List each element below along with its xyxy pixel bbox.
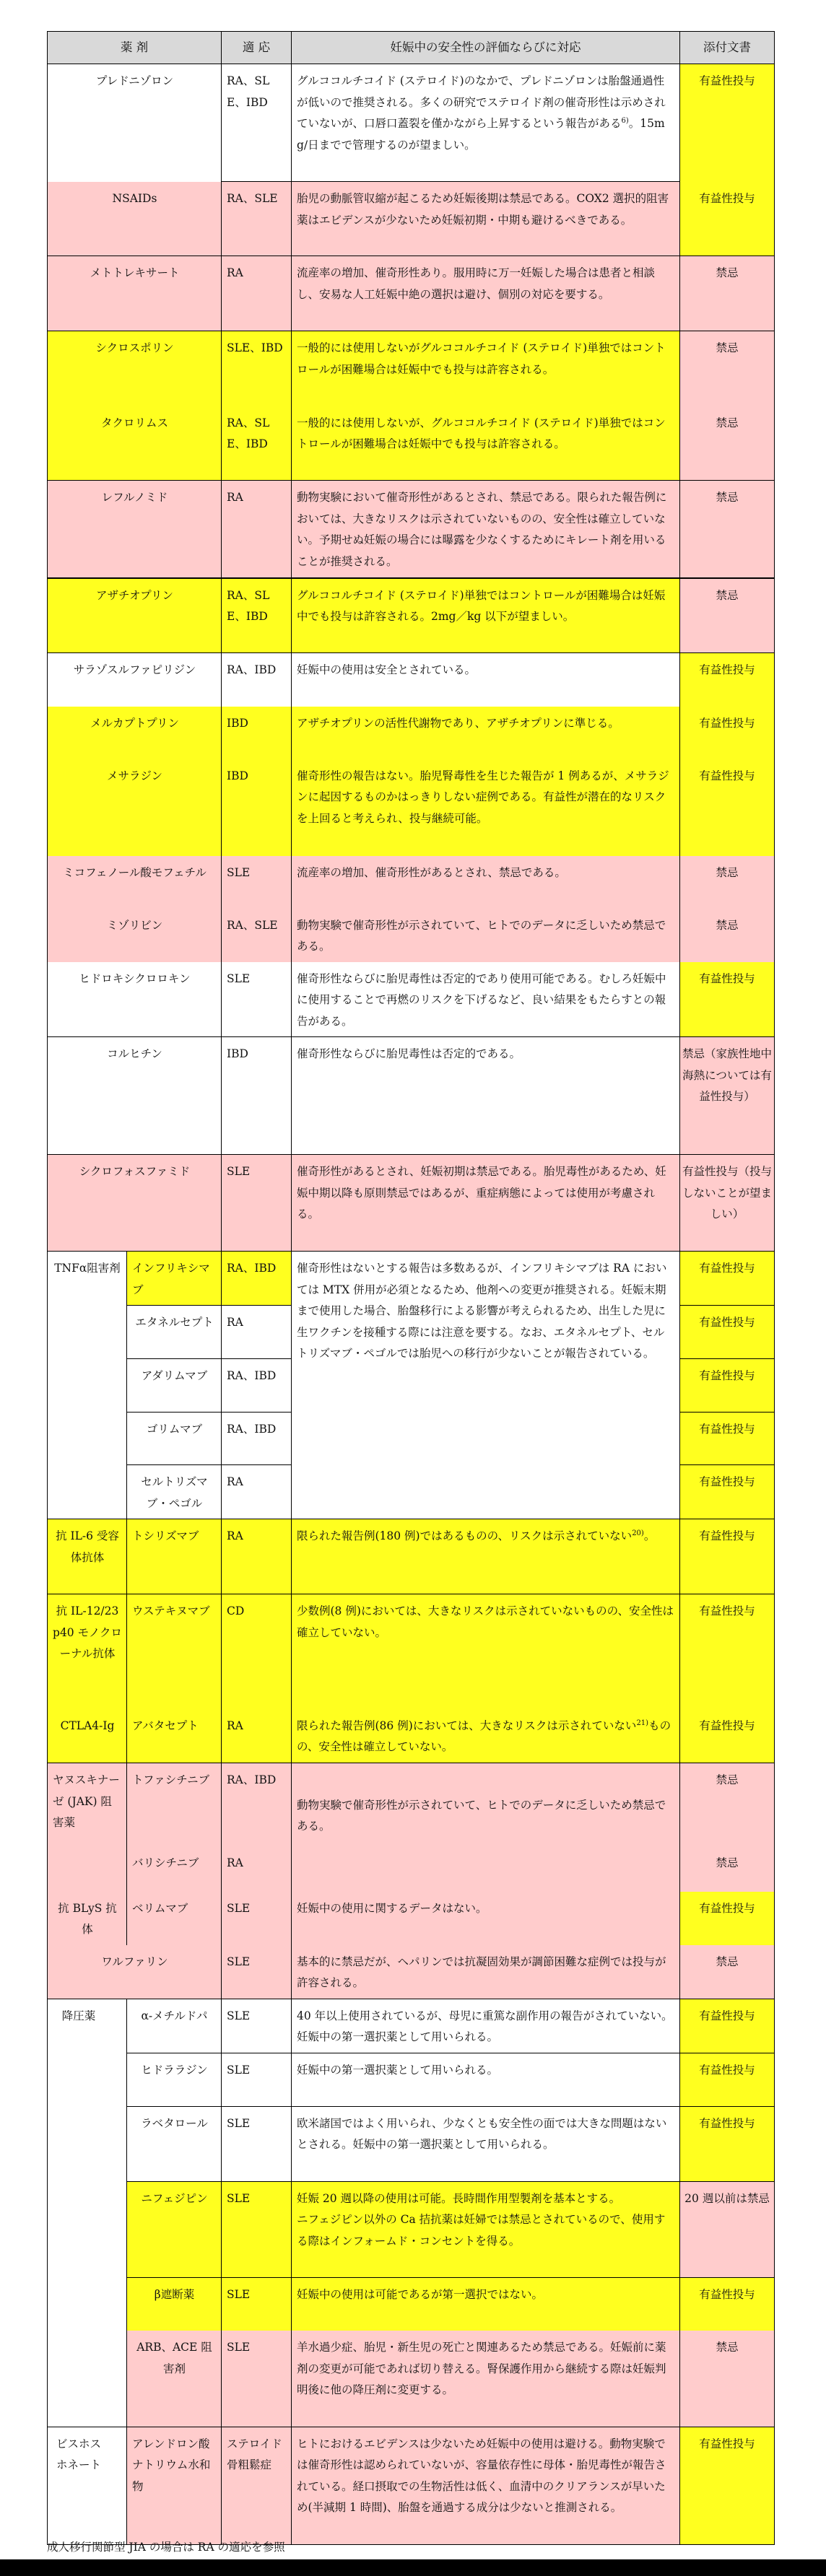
indication: CD	[222, 1594, 292, 1709]
drug-group-name: 抗 IL-6 受容体抗体	[48, 1519, 127, 1594]
table-row	[48, 1155, 775, 1252]
package-insert: 有益性投与	[680, 707, 775, 759]
table-row	[48, 331, 775, 406]
drug-name: アザチオプリン	[48, 578, 222, 653]
indication: SLE	[222, 2277, 292, 2331]
indication: RA、IBD	[222, 1413, 292, 1465]
table-row	[48, 1037, 775, 1155]
drug-name: バリシチニブ	[127, 1838, 222, 1892]
table-row	[48, 2277, 775, 2331]
package-insert: 有益性投与（投与しないことが望ましい）	[680, 1155, 775, 1252]
drug-group-name: 降圧薬	[48, 1999, 127, 2427]
bottom-bar	[0, 2559, 826, 2576]
package-insert: 禁忌	[680, 1763, 775, 1838]
indication: RA、SLE、IBD	[222, 578, 292, 653]
reference-mark: 20)	[632, 1529, 644, 1537]
table-row	[48, 1709, 775, 1763]
evaluation: 少数例(8 例)においては、大きなリスクは示されていないものの、安全性は確立していない。	[292, 1594, 680, 1709]
indication: RA	[222, 1306, 292, 1359]
package-insert: 禁忌	[680, 2331, 775, 2427]
package-insert: 有益性投与	[680, 2427, 775, 2544]
table-row	[48, 256, 775, 331]
drug-name: ラベタロール	[127, 2106, 222, 2181]
indication: SLE	[222, 856, 292, 909]
drug-group-name: TNFα阻害剤	[48, 1252, 127, 1519]
package-insert: 有益性投与	[680, 2053, 775, 2106]
evaluation: 動物実験で催奇形性が示されていて、ヒトでのデータに乏しいため禁忌である。	[292, 1763, 680, 1892]
package-insert: 有益性投与	[680, 1413, 775, 1465]
indication: RA	[222, 1519, 292, 1594]
table-row	[48, 1999, 775, 2053]
package-insert: 禁忌	[680, 578, 775, 653]
indication: IBD	[222, 707, 292, 759]
drug-group-name: 抗 BLyS 抗体	[48, 1892, 127, 1945]
evaluation: 催奇形性があるとされ、妊娠初期は禁忌である。胎児毒性があるため、妊娠中期以降も原則禁忌ではあるが、重症病態によっては使用が考慮される。	[292, 1155, 680, 1252]
evaluation: 妊娠中の使用は安全とされている。	[292, 653, 680, 707]
drug-name: ウステキヌマブ	[127, 1594, 222, 1709]
package-insert: 禁忌	[680, 1945, 775, 1999]
evaluation: 妊娠 20 週以降の使用は可能。長時間作用型製剤を基本とする。 ニフェジピン以外の Ca 拮抗薬は妊婦では禁忌とされているので、使用する際はインフォームド・コンセントを得る。	[292, 2181, 680, 2277]
indication: RA	[222, 1709, 292, 1763]
drug-name: ヒドロキシクロロキン	[48, 962, 222, 1037]
indication: SLE	[222, 2181, 292, 2277]
evaluation: 羊水過少症、胎児・新生児の死亡と関連あるため禁忌である。妊娠前に薬剤の変更が可能であれば切り替える。腎保護作用から継続する際は妊娠判明後に他の降圧剤に変更する。	[292, 2331, 680, 2427]
table-row	[48, 578, 775, 653]
reference-mark: 21)	[636, 1719, 649, 1727]
evaluation: 一般的には使用しないが、グルココルチコイド (ステロイド)単独ではコントロールが困難場合は妊娠中でも投与は許容される。	[292, 406, 680, 481]
package-insert: 有益性投与	[680, 653, 775, 707]
package-insert: 禁忌	[680, 331, 775, 406]
indication: IBD	[222, 759, 292, 856]
indication: SLE	[222, 1945, 292, 1999]
drug-pregnancy-safety-table	[47, 31, 775, 2545]
table-row	[48, 2331, 775, 2427]
evaluation: 限られた報告例(180 例)ではあるものの、リスクは示されていない$^{20)}$。	[292, 1519, 680, 1594]
evaluation: 妊娠中の使用は可能であるが第一選択ではない。	[292, 2277, 680, 2331]
drug-name: ワルファリン	[48, 1945, 222, 1999]
evaluation: 妊娠中の第一選択薬として用いられる。	[292, 2053, 680, 2106]
table-row	[48, 653, 775, 707]
package-insert: 禁忌	[680, 481, 775, 578]
evaluation: 一般的には使用しないがグルココルチコイド (ステロイド)単独ではコントロールが困難場合は妊娠中でも投与は許容される。	[292, 331, 680, 406]
indication: RA、SLE	[222, 909, 292, 962]
evaluation: 催奇形性の報告はない。胎児腎毒性を生じた報告が 1 例あるが、メサラジンに起因するものかはっきりしない症例である。有益性が潜在的なリスクを上回ると考えられ、投与継続可能。	[292, 759, 680, 856]
reference-mark: 6)	[621, 116, 629, 125]
package-insert: 有益性投与	[680, 1519, 775, 1594]
package-insert: 20 週以前は禁忌	[680, 2181, 775, 2277]
evaluation: グルココルチコイド (ステロイド)単独ではコントロールが困難場合は妊娠中でも投与は許容される。2mg／kg 以下が望ましい。	[292, 578, 680, 653]
table-row	[48, 962, 775, 1037]
drug-name: プレドニゾロン	[48, 64, 222, 182]
evaluation: 基本的に禁忌だが、ヘパリンでは抗凝固効果が調節困難な症例では投与が許容される。	[292, 1945, 680, 1999]
package-insert: 禁忌	[680, 406, 775, 481]
drug-name: インフリキシマブ	[127, 1252, 222, 1306]
drug-group-name: ビスホスホネート	[48, 2427, 127, 2544]
table-row	[48, 182, 775, 256]
table-row	[48, 2106, 775, 2181]
evaluation: アザチオプリンの活性代謝物であり、アザチオプリンに準じる。	[292, 707, 680, 759]
drug-name: タクロリムス	[48, 406, 222, 481]
indication: SLE	[222, 1155, 292, 1252]
package-insert: 有益性投与	[680, 1892, 775, 1945]
header-indication: 適 応	[222, 32, 292, 64]
package-insert: 有益性投与	[680, 1306, 775, 1359]
drug-name: トファシチニブ	[127, 1763, 222, 1838]
header-drug: 薬 剤	[48, 32, 222, 64]
drug-name: トシリズマブ	[127, 1519, 222, 1594]
package-insert: 有益性投与	[680, 2277, 775, 2331]
table-row	[48, 707, 775, 759]
drug-name: アダリムマブ	[127, 1359, 222, 1413]
package-insert: 有益性投与	[680, 64, 775, 182]
table-row	[48, 1763, 775, 1838]
drug-group-name: ヤヌスキナーゼ (JAK) 阻害薬	[48, 1763, 127, 1892]
indication: SLE	[222, 2106, 292, 2181]
package-insert: 禁忌（家族性地中海熱については有益性投与）	[680, 1037, 775, 1155]
drug-name: ヒドララジン	[127, 2053, 222, 2106]
indication: SLE	[222, 1892, 292, 1945]
drug-name: α-メチルドパ	[127, 1999, 222, 2053]
table-row	[48, 481, 775, 578]
evaluation: 限られた報告例(86 例)においては、大きなリスクは示されていない$^{21)}$ものの、安全性は確立していない。	[292, 1709, 680, 1763]
table-row	[48, 1519, 775, 1594]
table-row	[48, 2053, 775, 2106]
indication: RA、SLE、IBD	[222, 406, 292, 481]
drug-group-name: 抗 IL-12/23p40 モノクローナル抗体	[48, 1594, 127, 1709]
drug-name: NSAIDs	[48, 182, 222, 256]
drug-name: ニフェジピン	[127, 2181, 222, 2277]
drug-name: β遮断薬	[127, 2277, 222, 2331]
evaluation: 流産率の増加、催奇形性があるとされ、禁忌である。	[292, 856, 680, 909]
drug-name: アバタセプト	[127, 1709, 222, 1763]
header-evaluation: 妊娠中の安全性の評価ならびに対応	[292, 32, 680, 64]
table-row	[48, 1892, 775, 1945]
evaluation: 40 年以上使用されているが、母児に重篤な副作用の報告がされていない。妊娠中の第一選択薬として用いられる。	[292, 1999, 680, 2053]
drug-name: ミゾリビン	[48, 909, 222, 962]
drug-name: シクロスポリン	[48, 331, 222, 406]
indication: SLE	[222, 1999, 292, 2053]
drug-name: エタネルセプト	[127, 1306, 222, 1359]
header-package-insert: 添付文書	[680, 32, 775, 64]
indication: SLE	[222, 962, 292, 1037]
indication: ステロイド骨粗鬆症	[222, 2427, 292, 2544]
package-insert: 有益性投与	[680, 1359, 775, 1413]
evaluation: 催奇形性はないとする報告は多数あるが、インフリキシマブは RA においては MTX 併用が必須となるため、他剤への変更が推奨される。妊娠末期まで使用した場合、胎盤移行による影響が考えられるため、出生した児に生ワクチンを接種する際には注意を要する。なお、エタネルセプト、セルトリズマブ・ペゴルでは胎児への移行が少ないことが報告されている。	[292, 1252, 680, 1519]
table-row	[48, 406, 775, 481]
package-insert: 有益性投与	[680, 1465, 775, 1519]
indication: RA、SLE	[222, 182, 292, 256]
package-insert: 禁忌	[680, 1838, 775, 1892]
drug-name: メサラジン	[48, 759, 222, 856]
package-insert: 禁忌	[680, 856, 775, 909]
evaluation: 欧米諸国ではよく用いられ、少なくとも安全性の面では大きな問題はないとされる。妊娠中の第一選択薬として用いられる。	[292, 2106, 680, 2181]
drug-name: セルトリズマブ・ペゴル	[127, 1465, 222, 1519]
indication: SLE	[222, 2331, 292, 2427]
package-insert: 有益性投与	[680, 182, 775, 256]
package-insert: 禁忌	[680, 909, 775, 962]
table-row	[48, 1594, 775, 1709]
evaluation: 胎児の動脈管収縮が起こるため妊娠後期は禁忌である。COX2 選択的阻害薬はエビデンスが少ないため妊娠初期・中期も避けるべきである。	[292, 182, 680, 256]
indication: RA	[222, 1465, 292, 1519]
footnote: 成人移行関節型 JIA の場合は RA の適応を参照	[47, 2541, 285, 2554]
package-insert: 有益性投与	[680, 1709, 775, 1763]
indication: RA、IBD	[222, 1252, 292, 1306]
package-insert: 有益性投与	[680, 1999, 775, 2053]
table-row	[48, 2181, 775, 2277]
indication: RA、IBD	[222, 1359, 292, 1413]
evaluation: 動物実験で催奇形性が示されていて、ヒトでのデータに乏しいため禁忌である。	[292, 909, 680, 962]
table-row	[48, 909, 775, 962]
drug-name: アレンドロン酸ナトリウム水和物	[127, 2427, 222, 2544]
evaluation: 催奇形性ならびに胎児毒性は否定的である。	[292, 1037, 680, 1155]
indication: RA	[222, 1838, 292, 1892]
table-row	[48, 759, 775, 856]
drug-name: ゴリムマブ	[127, 1413, 222, 1465]
package-insert: 有益性投与	[680, 1594, 775, 1709]
indication: RA、IBD	[222, 653, 292, 707]
evaluation: ヒトにおけるエビデンスは少ないため妊娠中の使用は避ける。動物実験では催奇形性は認められていないが、容量依存性に母体・胎児毒性が報告されている。経口摂取での生物活性は低く、血清中のクリアランスが早いため(半減期 1 時間)、胎盤を通過する成分は少ないと推測される。	[292, 2427, 680, 2544]
table-row	[48, 856, 775, 909]
drug-name: メルカプトプリン	[48, 707, 222, 759]
indication: RA、SLE、IBD	[222, 64, 292, 182]
evaluation: 催奇形性ならびに胎児毒性は否定的であり使用可能である。むしろ妊娠中に使用することで再燃のリスクを下げるなど、良い結果をもたらすとの報告がある。	[292, 962, 680, 1037]
evaluation: 妊娠中の使用に関するデータはない。	[292, 1892, 680, 1945]
drug-name: ベリムマブ	[127, 1892, 222, 1945]
table-row	[48, 2427, 775, 2544]
evaluation: 流産率の増加、催奇形性あり。服用時に万一妊娠した場合は患者と相談し、安易な人工妊娠中絶の選択は避け、個別の対応を要する。	[292, 256, 680, 331]
table-row	[48, 64, 775, 182]
indication: RA	[222, 481, 292, 578]
package-insert: 有益性投与	[680, 1252, 775, 1306]
evaluation: グルココルチコイド (ステロイド)のなかで、プレドニゾロンは胎盤通過性が低いので推奨される。多くの研究でステロイド剤の催奇形性は示めされていないが、口唇口蓋裂を僅かながら上昇するという報告がある$^{6)}$。15mg/日までで管理するのが望ましい。	[292, 64, 680, 182]
indication: SLE	[222, 2053, 292, 2106]
drug-group-name: CTLA4-Ig	[48, 1709, 127, 1763]
drug-name: レフルノミド	[48, 481, 222, 578]
package-insert: 禁忌	[680, 256, 775, 331]
indication: RA、IBD	[222, 1763, 292, 1838]
package-insert: 有益性投与	[680, 962, 775, 1037]
table-row	[48, 1252, 775, 1306]
package-insert: 有益性投与	[680, 759, 775, 856]
drug-name: メトトレキサート	[48, 256, 222, 331]
drug-name: ARB、ACE 阻害剤	[127, 2331, 222, 2427]
indication: RA	[222, 256, 292, 331]
indication: IBD	[222, 1037, 292, 1155]
table-row	[48, 1945, 775, 1999]
package-insert: 有益性投与	[680, 2106, 775, 2181]
drug-name: サラゾスルファピリジン	[48, 653, 222, 707]
indication: SLE、IBD	[222, 331, 292, 406]
evaluation: 動物実験において催奇形性があるとされ、禁忌である。限られた報告例においては、大きなリスクは示されていないものの、安全性は確立していない。予期せぬ妊娠の場合には曝露を少なくするためにキレート剤を用いることが推奨される。	[292, 481, 680, 578]
table-header-row	[48, 32, 775, 64]
drug-name: コルヒチン	[48, 1037, 222, 1155]
drug-name: シクロフォスファミド	[48, 1155, 222, 1252]
drug-name: ミコフェノール酸モフェチル	[48, 856, 222, 909]
